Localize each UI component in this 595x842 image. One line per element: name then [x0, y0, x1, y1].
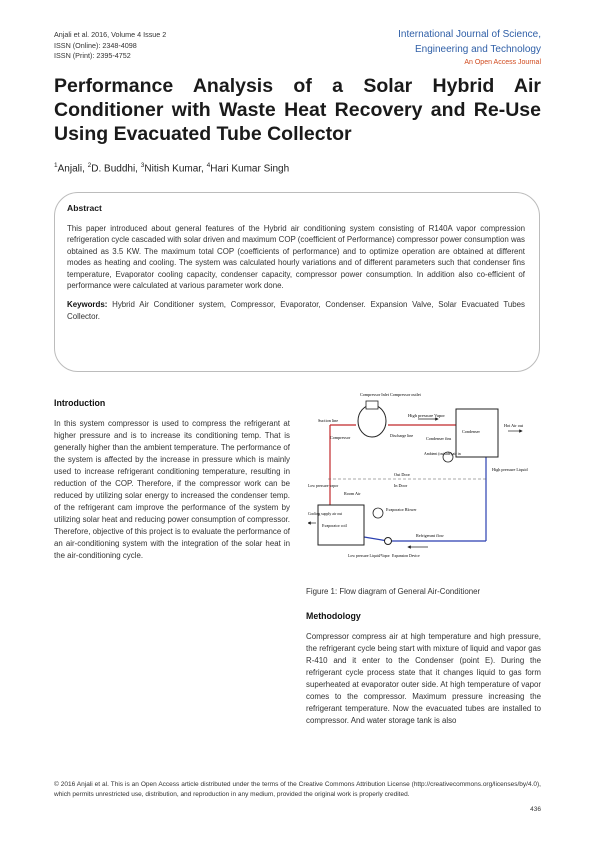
author-affil-4: 4	[206, 162, 211, 169]
citation: Anjali et al. 2016, Volume 4 Issue 2	[54, 30, 167, 39]
abstract-box	[54, 192, 540, 372]
methodology-text: Compressor compress air at high temperature and high pressure, the refrigerant cycle being start with mixture of liquid and vapor gas R-410 and it enter to the Condenser (point E). During the refrigerant cycle process state that it changes liquid to gas form superheated at evaporator outer side. At high temperature of vapor comes to the compressor. Maximum pressure increasing the refrigerant temperature. Now the evacuated tubes are installed to compressor. And water storage tank is also	[306, 632, 541, 725]
figure-caption: Figure 1: Flow diagram of General Air-Conditioner	[306, 587, 481, 596]
label-high-pressure-liquid: High pressure Liquid	[492, 467, 528, 472]
citation-block	[54, 30, 166, 62]
label-high-pressure-vapour: High pressure Vapor	[408, 413, 445, 418]
label-low-pressure-vapor: Low pressure vapor	[308, 484, 339, 488]
keywords-label: Keywords:	[67, 300, 108, 310]
author-list	[54, 162, 289, 174]
license-footer: © 2016 Anjali et al. This is an Open Access article distributed under the terms of the Creative Commons Attribution License (http://creativecommons.org/licenses/by/4.0), which permits unrestricted use, distribution, and reproduction in any medium, provided the original work is properly credited.	[54, 781, 541, 798]
label-compressor: Compressor	[330, 435, 351, 440]
label-in-door: In Door	[394, 483, 408, 488]
label-suction-line: Suction line	[318, 418, 339, 423]
author-2: D. Buddhi,	[91, 163, 141, 175]
label-cooling-supply-air: Cooling supply air out	[308, 512, 343, 516]
compressor-head	[366, 401, 378, 409]
label-ambient-air: Ambient (outside) air in	[424, 452, 461, 456]
compressor-shape	[358, 405, 386, 437]
open-access-label: An Open Access Journal	[464, 59, 541, 66]
author-3: Nitish Kumar,	[144, 163, 207, 175]
label-evaporator-coil: Evaporator coil	[322, 523, 347, 528]
expansion-device-shape	[385, 538, 392, 545]
keywords	[67, 299, 525, 322]
introduction-section	[54, 398, 290, 562]
page-number: 436	[530, 806, 541, 813]
label-discharge-line: Discharge line	[390, 433, 414, 438]
paper-title: Performance Analysis of a Solar Hybrid Air Conditioner with Waste Heat Recovery and Re-Use Using Evacuated Tube Collector	[54, 75, 541, 145]
author-4: Hari Kumar Singh	[210, 163, 290, 175]
label-hot-air-out: Hot Air out	[504, 423, 524, 428]
issn-print: ISSN (Print): 2395-4752	[54, 51, 131, 60]
journal-name	[398, 27, 541, 68]
label-condenser-fins: Condenser fins	[426, 436, 452, 441]
label-expansion-device: Expansion Device	[392, 554, 420, 558]
author-affil-2: 2	[87, 162, 92, 169]
label-room-air: Room Air	[344, 491, 361, 496]
keywords-text: Hybrid Air Conditioner system, Compressor, Evaporator, Condenser. Expansion Valve, Solar Evacuated Tubes Collector.	[67, 300, 525, 321]
abstract-text: This paper introduced about general features of the Hybrid air conditioning system consisting of R140A vapor compression refrigeration cycle cascaded with solar driven and maximum COP (coefficient of Performance) compressor power consumption was obtained as 3.5 KW. The maximum total COP (coefficients of performance) and to optimize operation are obtained at different modes as heating and cooling. The system was calculated hourly variations and of different parameters such that condenser fins temperature, Evaporator cooling capacity, condenser capacity, compressor power consumption. In addition also co-efficient of performance were calculated at various parameter work done.	[67, 224, 525, 291]
label-condenser: Condenser	[462, 429, 480, 434]
methodology-heading: Methodology	[306, 611, 361, 621]
journal-line-1: International Journal of Science,	[398, 29, 541, 40]
label-evaporator-blower: Evaporator Blower	[386, 507, 417, 512]
flow-diagram	[308, 387, 540, 572]
author-1: Anjali,	[57, 163, 88, 175]
journal-line-2: Engineering and Technology	[414, 44, 541, 55]
abstract-heading: Abstract	[67, 203, 102, 213]
evaporator-blower-icon	[373, 508, 383, 518]
issn-online: ISSN (Online): 2348-4098	[54, 40, 137, 50]
author-affil-1: 1	[54, 162, 58, 169]
author-affil-3: 3	[140, 162, 145, 169]
label-low-pressure-liquid-vapor: Low pressure Liquid/Vapor	[348, 554, 390, 558]
label-compressor-inlet: Compressor Inlet	[360, 392, 389, 397]
methodology-section	[306, 611, 541, 727]
label-out-door: Out Door	[394, 472, 410, 477]
label-refrigerant-flow: Refrigerant flow	[416, 533, 444, 538]
introduction-heading: Introduction	[54, 398, 106, 408]
label-compressor-outlet: Compressor outlet	[390, 392, 421, 397]
introduction-text: In this system compressor is used to compress the refrigerant at higher pressure and is to increase its conditioning temp. That is generally higher than the ambient temperature. The performance of the system is affected by the increase in pressure which is mainly used to increase refrigerant conditioning temperature, resulting in reduction of the COP. Therefore, if the compressor work can be reduced by utilizing solar energy to increased the condenser temp. of the refrigerant cam improve the performance of the system by utilizing solar heat and reducing power consumption of compressor. Therefore, objective of this project is to evaluate the performance of an air-conditioning system with the integration of the solar heat in the air-conditioning cycle.	[54, 419, 290, 560]
